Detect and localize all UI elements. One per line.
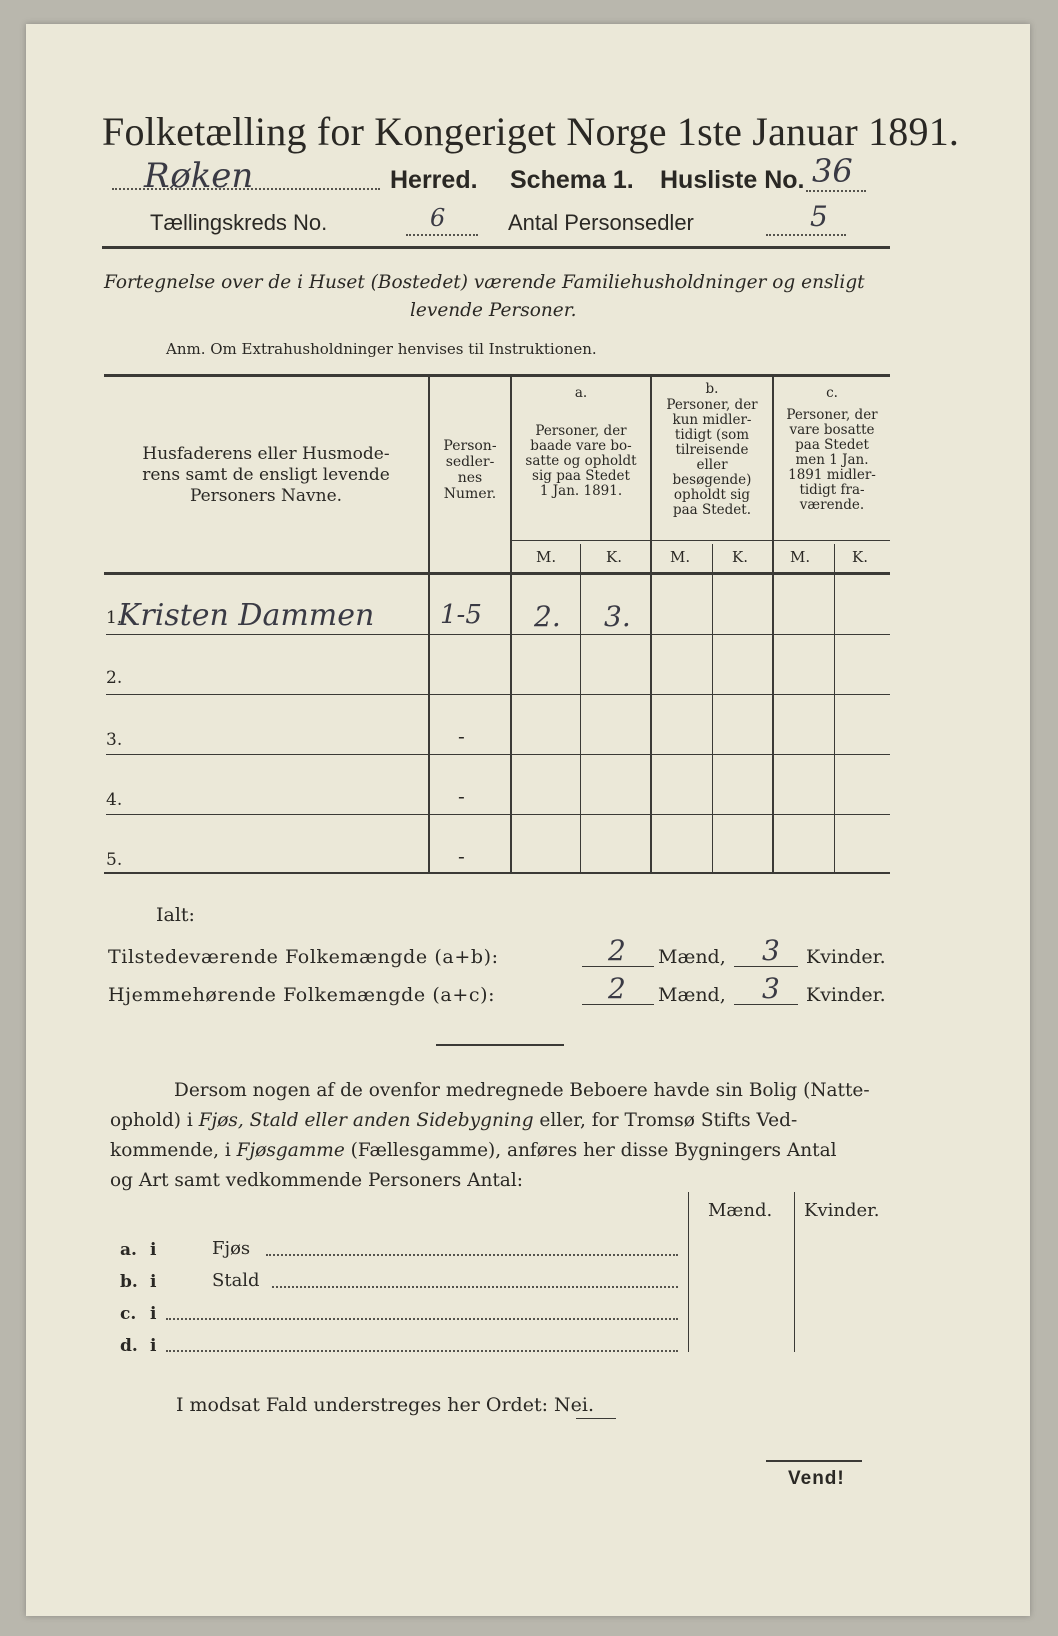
- vend-rule: [766, 1460, 862, 1462]
- kreds-label: Tællingskreds No.: [150, 210, 328, 235]
- hjem-label: Hjemmehørende Folkemængde (a+c):: [108, 984, 496, 1006]
- col-b-k: K.: [732, 548, 748, 566]
- anm-note: Anm. Om Extrahusholdninger henvises til Instruktionen.: [166, 340, 597, 358]
- kreds-value: 6: [430, 204, 446, 232]
- col-header-a-letter: a.: [574, 385, 588, 401]
- husliste-line: [806, 190, 866, 192]
- census-form-page: Folketælling for Kongeriget Norge 1ste Januar 1891. Røken Herred. Schema 1. Husliste No. 36 Tællingskreds No. 6 Antal Personsedler 5 Fortegnelse over de i Huset (Bostedet) værende Familiehusholdninger og ensligt levende Personer. Anm. Om Extrahusholdninger henvises til Instruktionen. Husfaderens eller Husmode- rens samt de ensligt levende Personers Navne. Person- sedler- nes Numer. a. Personer, der baade vare bo- satte og opholdt sig paa Stedet 1 Jan. 1891. b. Personer, der kun midler- tidigt (som tilreisende eller besøgende) opholdt sig paa Stedet. c. Personer, der vare bosatte paa Stedet men 1 Jan. 1891 midler- tidigt fra- værende. M. K. M. K. M. K. 1. Kristen Dammen 1-5 2. 3. 2. 3. - 4. - 5. - Ialt: Tilstedeværende Folkemængde (a+b): 2 Mænd, 3 Kvinder. Hjemmehørende Folkemængde (a+c): 2 Mænd, 3 Kvinder. Dersom nogen af de ovenfor medregnede Beboere havde sin Bolig (Natte- ophold) i Fjøs, Stald eller anden Sidebygning eller, for Tromsø Stifts Ved- kommende, i Fjøsgamme (Fællesgamme), anføres her disse Bygningers Antal og Art samt vedkommende Personers Antal: Mænd. Kvinder. a. i Fjøs b. i Stald c. i d. i I modsat Fald understreges her Ordet: Nei. Vend!: [26, 24, 1030, 1616]
- col-a-k: K.: [606, 548, 622, 566]
- col-header-name: Husfaderens eller Husmode- rens samt de ensligt levende Personers Navne.: [142, 444, 390, 506]
- bygning-vline-1: [688, 1192, 689, 1352]
- herred-value: Røken: [144, 156, 254, 196]
- bygning-para-4: og Art samt vedkommende Personers Antal:: [110, 1170, 523, 1191]
- form-title: Folketælling for Kongeriget Norge 1ste Januar 1891.: [102, 109, 960, 154]
- vline-b-mk: [712, 544, 713, 874]
- intro-line-1: Fortegnelse over de i Huset (Bostedet) værende Familiehusholdninger og ensligt: [104, 272, 865, 293]
- row-num: 1-5: [440, 600, 482, 630]
- row-rule-4: [106, 814, 890, 815]
- bygning-para-2: ophold) i Fjøs, Stald eller anden Sidebygning eller, for Tromsø Stifts Ved-: [110, 1110, 798, 1131]
- col-header-c-letter: c.: [826, 385, 838, 401]
- row-name: Kristen Dammen: [118, 598, 375, 633]
- tilst-k: 3: [762, 934, 780, 967]
- hjem-k: 3: [762, 972, 780, 1005]
- col-header-b: Personer, der kun midler- tidigt (som tilreisende eller besøgende) opholdt sig paa Stedet.: [666, 397, 758, 518]
- personsedler-value: 5: [810, 200, 828, 233]
- intro-line-2: levende Personer.: [410, 300, 577, 321]
- hjem-maend: Mænd,: [658, 984, 726, 1006]
- col-header-num: Person- sedler- nes Numer.: [443, 438, 497, 502]
- col-header-c: Personer, der vare bosatte paa Stedet men 1 Jan. 1891 midler- tidigt fra- værende.: [786, 407, 878, 513]
- personsedler-label: Antal Personsedler: [508, 210, 694, 235]
- row-a-k: 3.: [604, 600, 631, 633]
- vline-c-mk: [834, 544, 835, 874]
- herred-label: Herred.: [390, 166, 478, 194]
- col-c-k: K.: [852, 548, 868, 566]
- vend-text: Vend!: [788, 1468, 845, 1489]
- tilst-label: Tilstedeværende Folkemængde (a+b):: [108, 946, 499, 968]
- husliste-value: 36: [812, 152, 853, 190]
- separator-rule: [436, 1044, 564, 1046]
- row-rule-1: [106, 634, 890, 635]
- nei-underline: [576, 1418, 616, 1419]
- tilst-m: 2: [608, 934, 626, 967]
- mk-rule: [512, 540, 890, 541]
- kreds-line: [406, 234, 478, 236]
- schema-label: Schema 1.: [510, 166, 634, 194]
- bygning-col-kvinder: Kvinder.: [804, 1200, 880, 1221]
- husliste-label: Husliste No.: [660, 166, 805, 194]
- col-b-m: M.: [670, 548, 691, 566]
- vline-a-mk: [580, 544, 581, 874]
- col-a-m: M.: [536, 548, 557, 566]
- row-rule-3: [106, 754, 890, 755]
- hjem-kvinder: Kvinder.: [806, 984, 886, 1006]
- col-c-m: M.: [790, 548, 811, 566]
- col-header-a: Personer, der baade vare bo- satte og opholdt sig paa Stedet 1 Jan. 1891.: [525, 423, 637, 499]
- col-header-b-letter: b.: [705, 381, 719, 397]
- tilst-maend: Mænd,: [658, 946, 726, 968]
- hjem-m: 2: [608, 972, 626, 1005]
- bygning-col-maend: Mænd.: [708, 1200, 773, 1221]
- row-a-m: 2.: [534, 600, 561, 633]
- bygning-para-3: kommende, i Fjøsgamme (Fællesgamme), anføres her disse Bygningers Antal: [110, 1140, 837, 1161]
- header-rule: [102, 246, 890, 249]
- ialt-label: Ialt:: [156, 904, 195, 926]
- row-rule-2: [106, 694, 890, 695]
- bygning-vline-2: [794, 1192, 795, 1352]
- table-bottom-rule: [104, 872, 890, 874]
- bygning-para-1: Dersom nogen af de ovenfor medregnede Beboere havde sin Bolig (Natte-: [174, 1080, 870, 1101]
- personsedler-line: [766, 234, 846, 236]
- modsat-text: I modsat Fald understreges her Ordet: Nei.: [176, 1394, 595, 1416]
- tilst-kvinder: Kvinder.: [806, 946, 886, 968]
